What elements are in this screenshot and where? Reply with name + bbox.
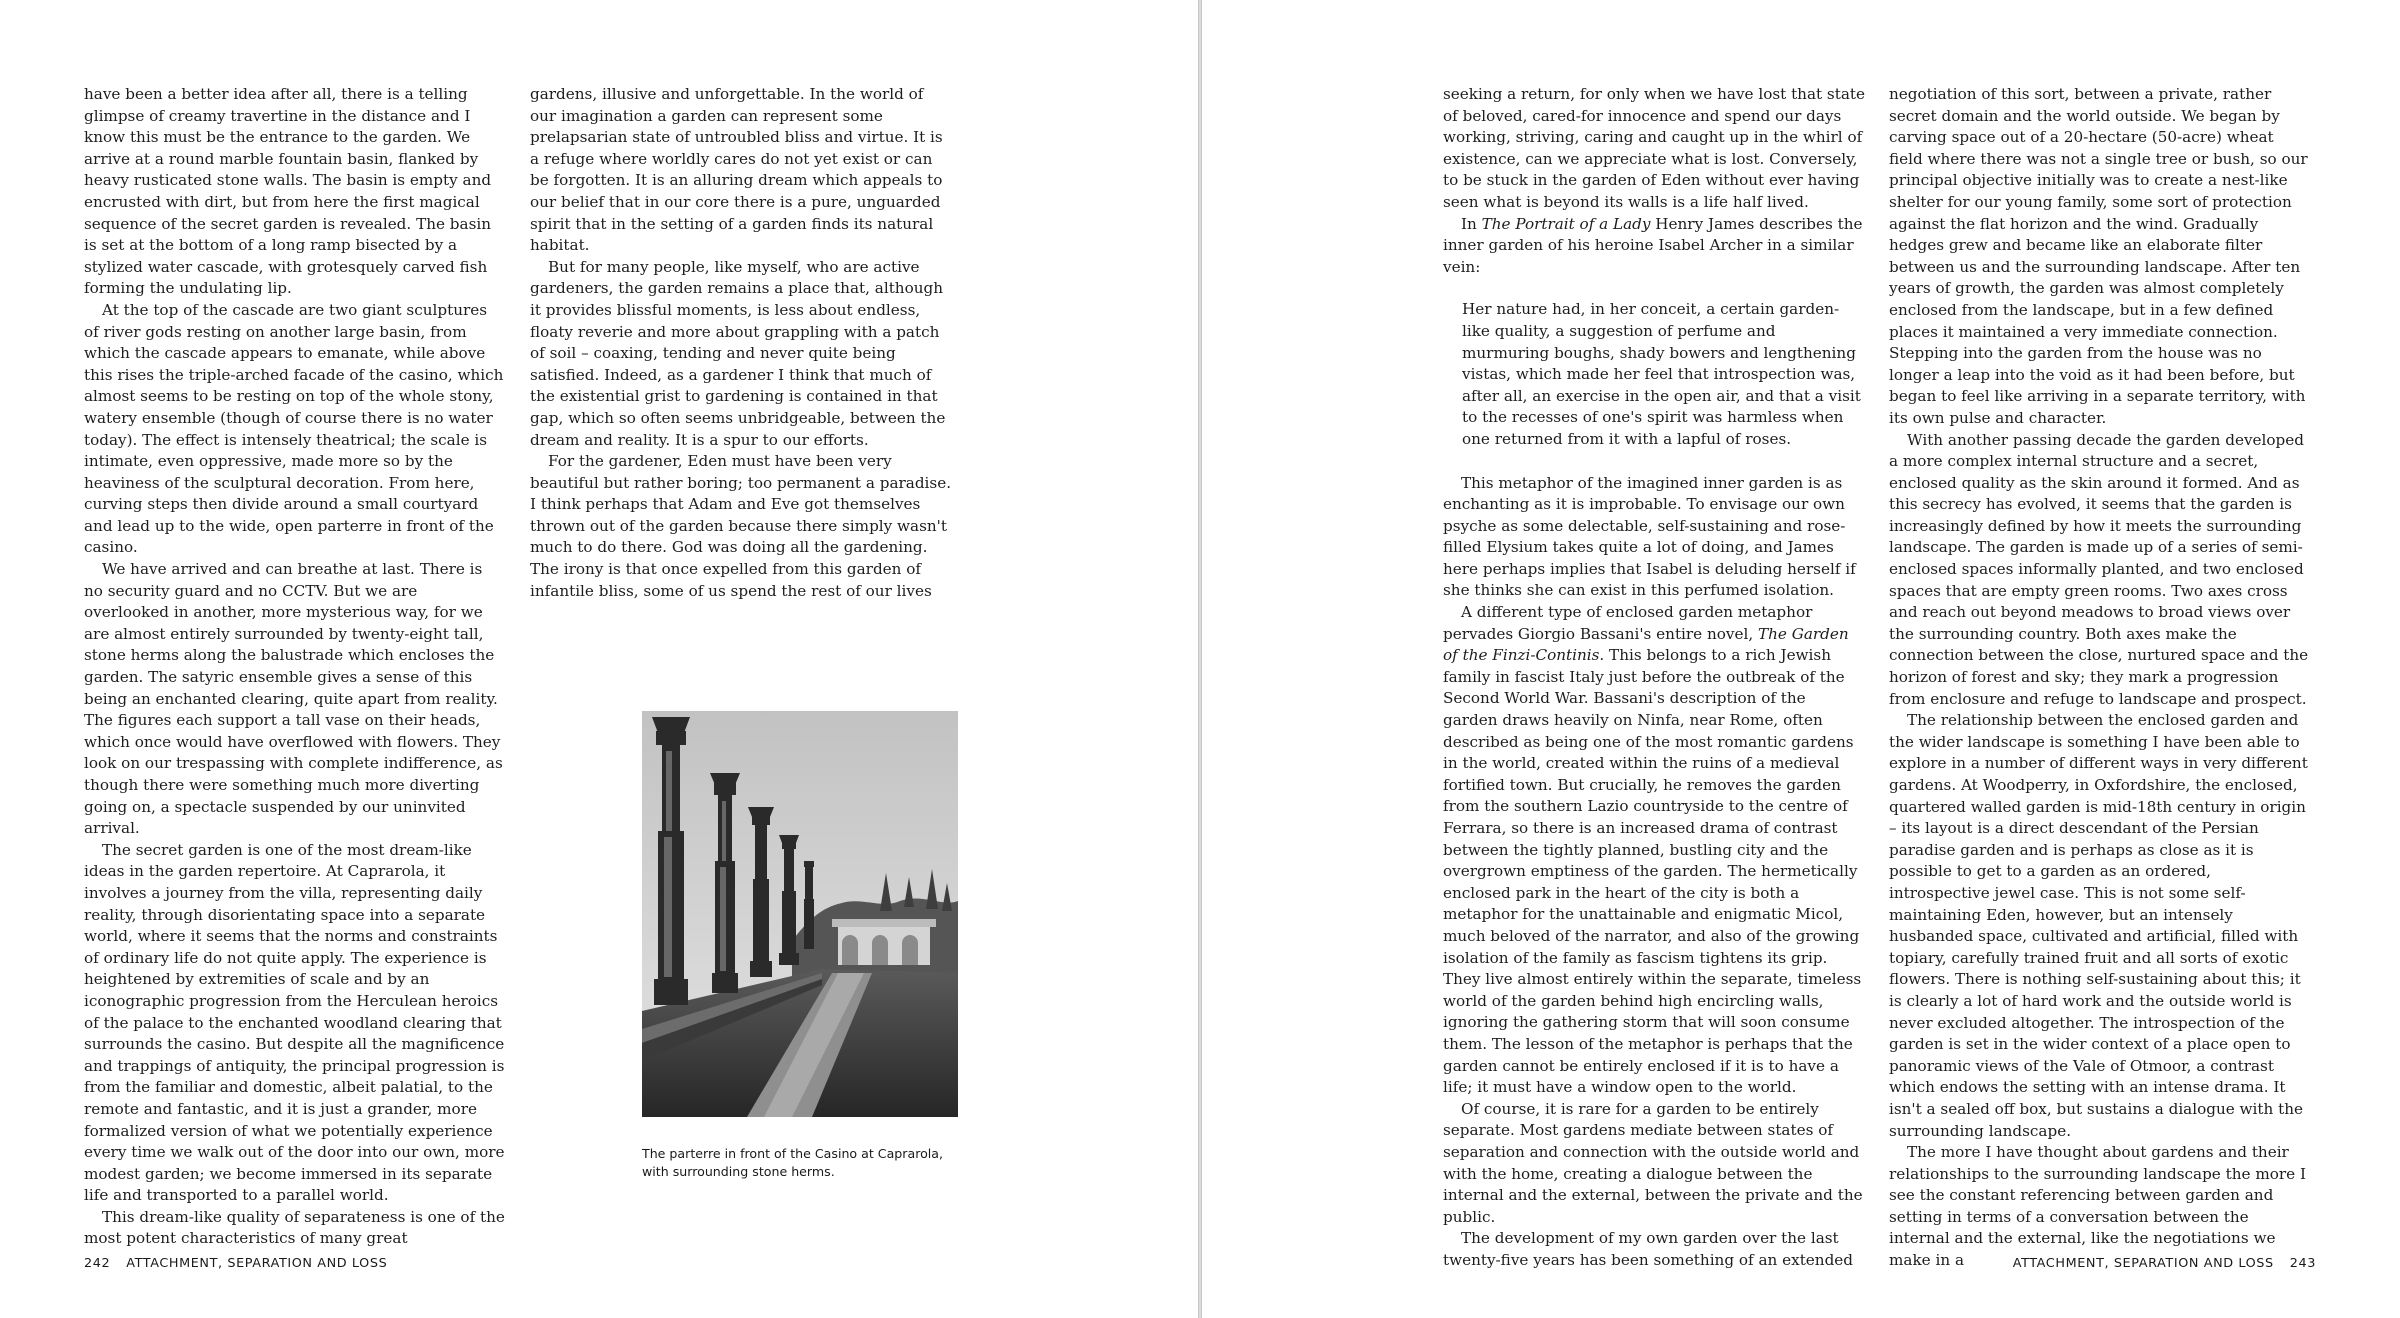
paragraph: seeking a return, for only when we have lost that state of beloved, cared-for innocence and spend our days working, striving, caring and caught up in the whirl of existence, can we appreciate what is lost. Conversely, to be stuck in the garden of Eden without ever having seen what is beyond its walls is a life half lived. (1443, 85, 1865, 211)
paragraph: negotiation of this sort, between a private, rather secret domain and the world outside. We began by carving space out of a 20-hectare (50-acre) wheat field where there was not a single tree or bush, so our principal objective initially was to create a nest-like shelter for our young family, some sort of protection against the flat horizon and the wind. Gradually hedges grew and became like an elaborate filter between us and the surrounding landscape. After ten years of growth, the garden was almost completely enclosed from the landscape, but in a few defined places it maintained a very immediate connection. Stepping into the garden from the house was no longer a leap into the void as it had been before, but began to feel like arriving in a separate territory, with its own pulse and character. (1889, 85, 2308, 427)
paragraph: have been a better idea after all, there is a telling glimpse of creamy travertine in the distance and I know this must be the entrance to the garden. We arrive at a round marble fountain basin, flanked by heavy rusticated stone walls. The basin is empty and encrusted with dirt, but from here the first magical sequence of the secret garden is revealed. The basin is set at the bottom of a long ramp bisected by a stylized water cascade, with grotesquely carved fish forming the undulating lip. (84, 85, 492, 298)
page-number: 243 (2289, 1256, 2316, 1271)
paragraph: This dream-like quality of separateness is one of the most potent characteristics of many great (84, 1207, 505, 1248)
paragraph (1443, 602, 1865, 1099)
running-head: ATTACHMENT, SEPARATION AND LOSS (2012, 1256, 2274, 1271)
paragraph: The relationship between the enclosed garden and the wider landscape is something I have been able to explore in a number of different ways in very different gardens. At Woodperry, in Oxfordshire, the enclosed, quartered walled garden is mid-18th century in origin – its layout is a direct descendant of the Persian paradise garden and is perhaps as close as it is possible to get to a garden as an ordered, introspective jewel case. This is not some self-maintaining Eden, however, but an intensely husbanded space, cultivated and artificial, filled with topiary, carefully trained fruit and all sorts of exotic flowers. There is nothing self-sustaining about this; it is clearly a lot of hard work and the outside world is never excluded altogether. The introspection of the garden is set in the wider context of a place open to panoramic views of the Vale of Otmoor, a contrast which endows the setting with an intense drama. It isn't a sealed off box, but sustains a dialogue with the surrounding landscape. (1889, 711, 2308, 1140)
book-title: The Portrait of a Lady (1481, 214, 1651, 233)
left-folio (84, 1256, 387, 1271)
running-head: ATTACHMENT, SEPARATION AND LOSS (126, 1256, 388, 1271)
page-number: 242 (84, 1256, 111, 1271)
left-column-2 (530, 84, 952, 602)
text-run: Henry James describes the inner garden of his heroine Isabel Archer in a similar vein: (1443, 214, 1863, 276)
left-column-1 (84, 84, 506, 1250)
paragraph: The secret garden is one of the most dream-like ideas in the garden repertoire. At Caprarola, it involves a journey from the villa, representing daily reality, through disorientating space into a separate world, where it seems that the norms and constraints of ordinary life do not quite apply. The experience is heightened by extremities of scale and by an iconographic progression from the Herculean heroics of the palace to the enchanted woodland clearing that surrounds the casino. But despite all the magnificence and trappings of antiquity, the principal progression is from the familiar and domestic, albeit palatial, to the remote and fantastic, and it is just a grander, more formalized version of what we potentially experience every time we walk out of the door into our own, more modest garden; we become immersed in its separate life and transported to a parallel world. (84, 840, 505, 1205)
caprarola-parterre-photo (642, 711, 958, 1117)
paragraph: The development of my own garden over the last twenty-five years has been something of an extended (1443, 1229, 1853, 1269)
block-quote: Her nature had, in her conceit, a certain garden-like quality, a suggestion of perfume and murmuring boughs, shady bowers and lengthening vistas, which made her feel that introspection was, after all, an exercise in the open air, and that a visit to the recesses of one's spirit was harmless when one returned from it with a lapful of roses. (1462, 300, 1861, 448)
paragraph: With another passing decade the garden developed a more complex internal structure and a secret, enclosed quality as the skin around it formed. And as this secrecy has evolved, it seems that the garden is increasingly defined by how it meets the surrounding landscape. The garden is made up of a series of semi-enclosed spaces informally planted, and two enclosed spaces that are empty green rooms. Two axes cross and reach out beyond meadows to broad views over the surrounding country. Both axes make the connection between the close, nurtured space and the horizon of forest and sky; they mark a progression from enclosure and refuge to landscape and prospect. (1889, 430, 2309, 708)
photo-illustration (642, 711, 958, 1117)
paragraph: We have arrived and can breathe at last. There is no security guard and no CCTV. But we are overlooked in another, more mysterious way, for we are almost entirely surrounded by twenty-eight tall, stone herms along the balustrade which encloses the garden. The satyric ensemble gives a sense of this being an enchanted clearing, quite apart from reality. The figures each support a tall vase on their heads, which once would have overflowed with flowers. They look on our trespassing with complete indifference, as though there were something much more diverting going on, a spectacle suspended by our uninvited arrival. (84, 560, 503, 838)
text-run: A different type of enclosed garden metaphor pervades Giorgio Bassani's entire novel, (1443, 603, 1813, 643)
paragraph: The more I have thought about gardens and their relationships to the surrounding landscape the more I see the constant referencing between garden and setting in terms of a conversation between the internal and the external, like the negotiations we make in a (1889, 1143, 2306, 1270)
paragraph: For the gardener, Eden must have been very beautiful but rather boring; too permanent a paradise. I think perhaps that Adam and Eve got themselves thrown out of the garden because there simply wasn't much to do there. God was doing all the gardening. The irony is that once expelled from this garden of infantile bliss, some of us spend the rest of our lives (530, 452, 952, 600)
paragraph: But for many people, like myself, who are active gardeners, the garden remains a place that, although it provides blissful moments, is less about endless, floaty reverie and more about grappling with a patch of soil – coaxing, tending and never quite being satisfied. Indeed, as a gardener I think that much of the existential grist to gardening is contained in that gap, which so often seems unbridgeable, between the dream and reality. It is a spur to our efforts. (530, 257, 946, 449)
right-folio (2013, 1256, 2316, 1271)
text-run: . This belongs to a rich Jewish family in fascist Italy just before the outbreak of the Second World War. Bassani's description of the garden draws heavily on Ninfa, near Rome, often described as being one of the most romantic gardens in the world, created within the ruins of a medieval fortified town. But crucially, he removes the garden from the southern Lazio countryside to the centre of Ferrara, so there is an increased drama of contrast between the tightly planned, bustling city and the overgrown emptiness of the garden. The hermetically enclosed park in the heart of the city is both a metaphor for the unattainable and enigmatic Micol, much beloved of the narrator, and also of the growing isolation of the family as fascism tightens its grip. They live almost entirely within the separate, timeless world of the garden behind high encircling walls, ignoring the gathering storm that will soon consume them. The lesson of the metaphor is perhaps that the garden cannot be entirely enclosed if it is to have a life; it must have a window open to the world. (1443, 646, 1862, 1097)
book-title: The Garden of the Finzi-Continis (1443, 624, 1849, 665)
paragraph: Of course, it is rare for a garden to be entirely separate. Most gardens mediate between states of separation and connection with the outside world and with the home, creating a dialogue between the internal and the external, between the private and the public. (1443, 1099, 1863, 1226)
photo-caption: The parterre in front of the Casino at Caprarola, with surrounding stone herms. (642, 1146, 944, 1179)
left-page (0, 0, 1198, 1318)
paragraph: This metaphor of the imagined inner garden is as enchanting as it is improbable. To envisage our own psyche as some delectable, self-sustaining and rose-filled Elysium takes quite a lot of doing, and James here perhaps implies that Isabel is deluding herself if she thinks she can exist in this perfumed isolation. (1443, 473, 1856, 600)
right-page (1202, 0, 2400, 1318)
right-column-1 (1443, 84, 1865, 1271)
text-run: In (1461, 214, 1482, 233)
paragraph: gardens, illusive and unforgettable. In the world of our imagination a garden can represent some prelapsarian state of untroubled bliss and virtue. It is a refuge where worldly cares do not yet exist or can be forgotten. It is an alluring dream which appeals to our belief that in our core there is a pure, unguarded spirit that in the setting of a garden finds its natural habitat. (530, 85, 943, 255)
paragraph: At the top of the cascade are two giant sculptures of river gods resting on another large basin, from which the cascade appears to emanate, while above this rises the triple-arched facade of the casino, which almost seems to be resting on top of the whole stony, watery ensemble (though of course there is no water today). The effect is intensely theatrical; the scale is intimate, even oppressive, made more so by the heaviness of the sculptural decoration. From here, curving steps then divide around a small courtyard and lead up to the wide, open parterre in front of the casino. (84, 300, 504, 557)
right-column-2 (1889, 84, 2311, 1272)
paragraph (1443, 214, 1865, 279)
